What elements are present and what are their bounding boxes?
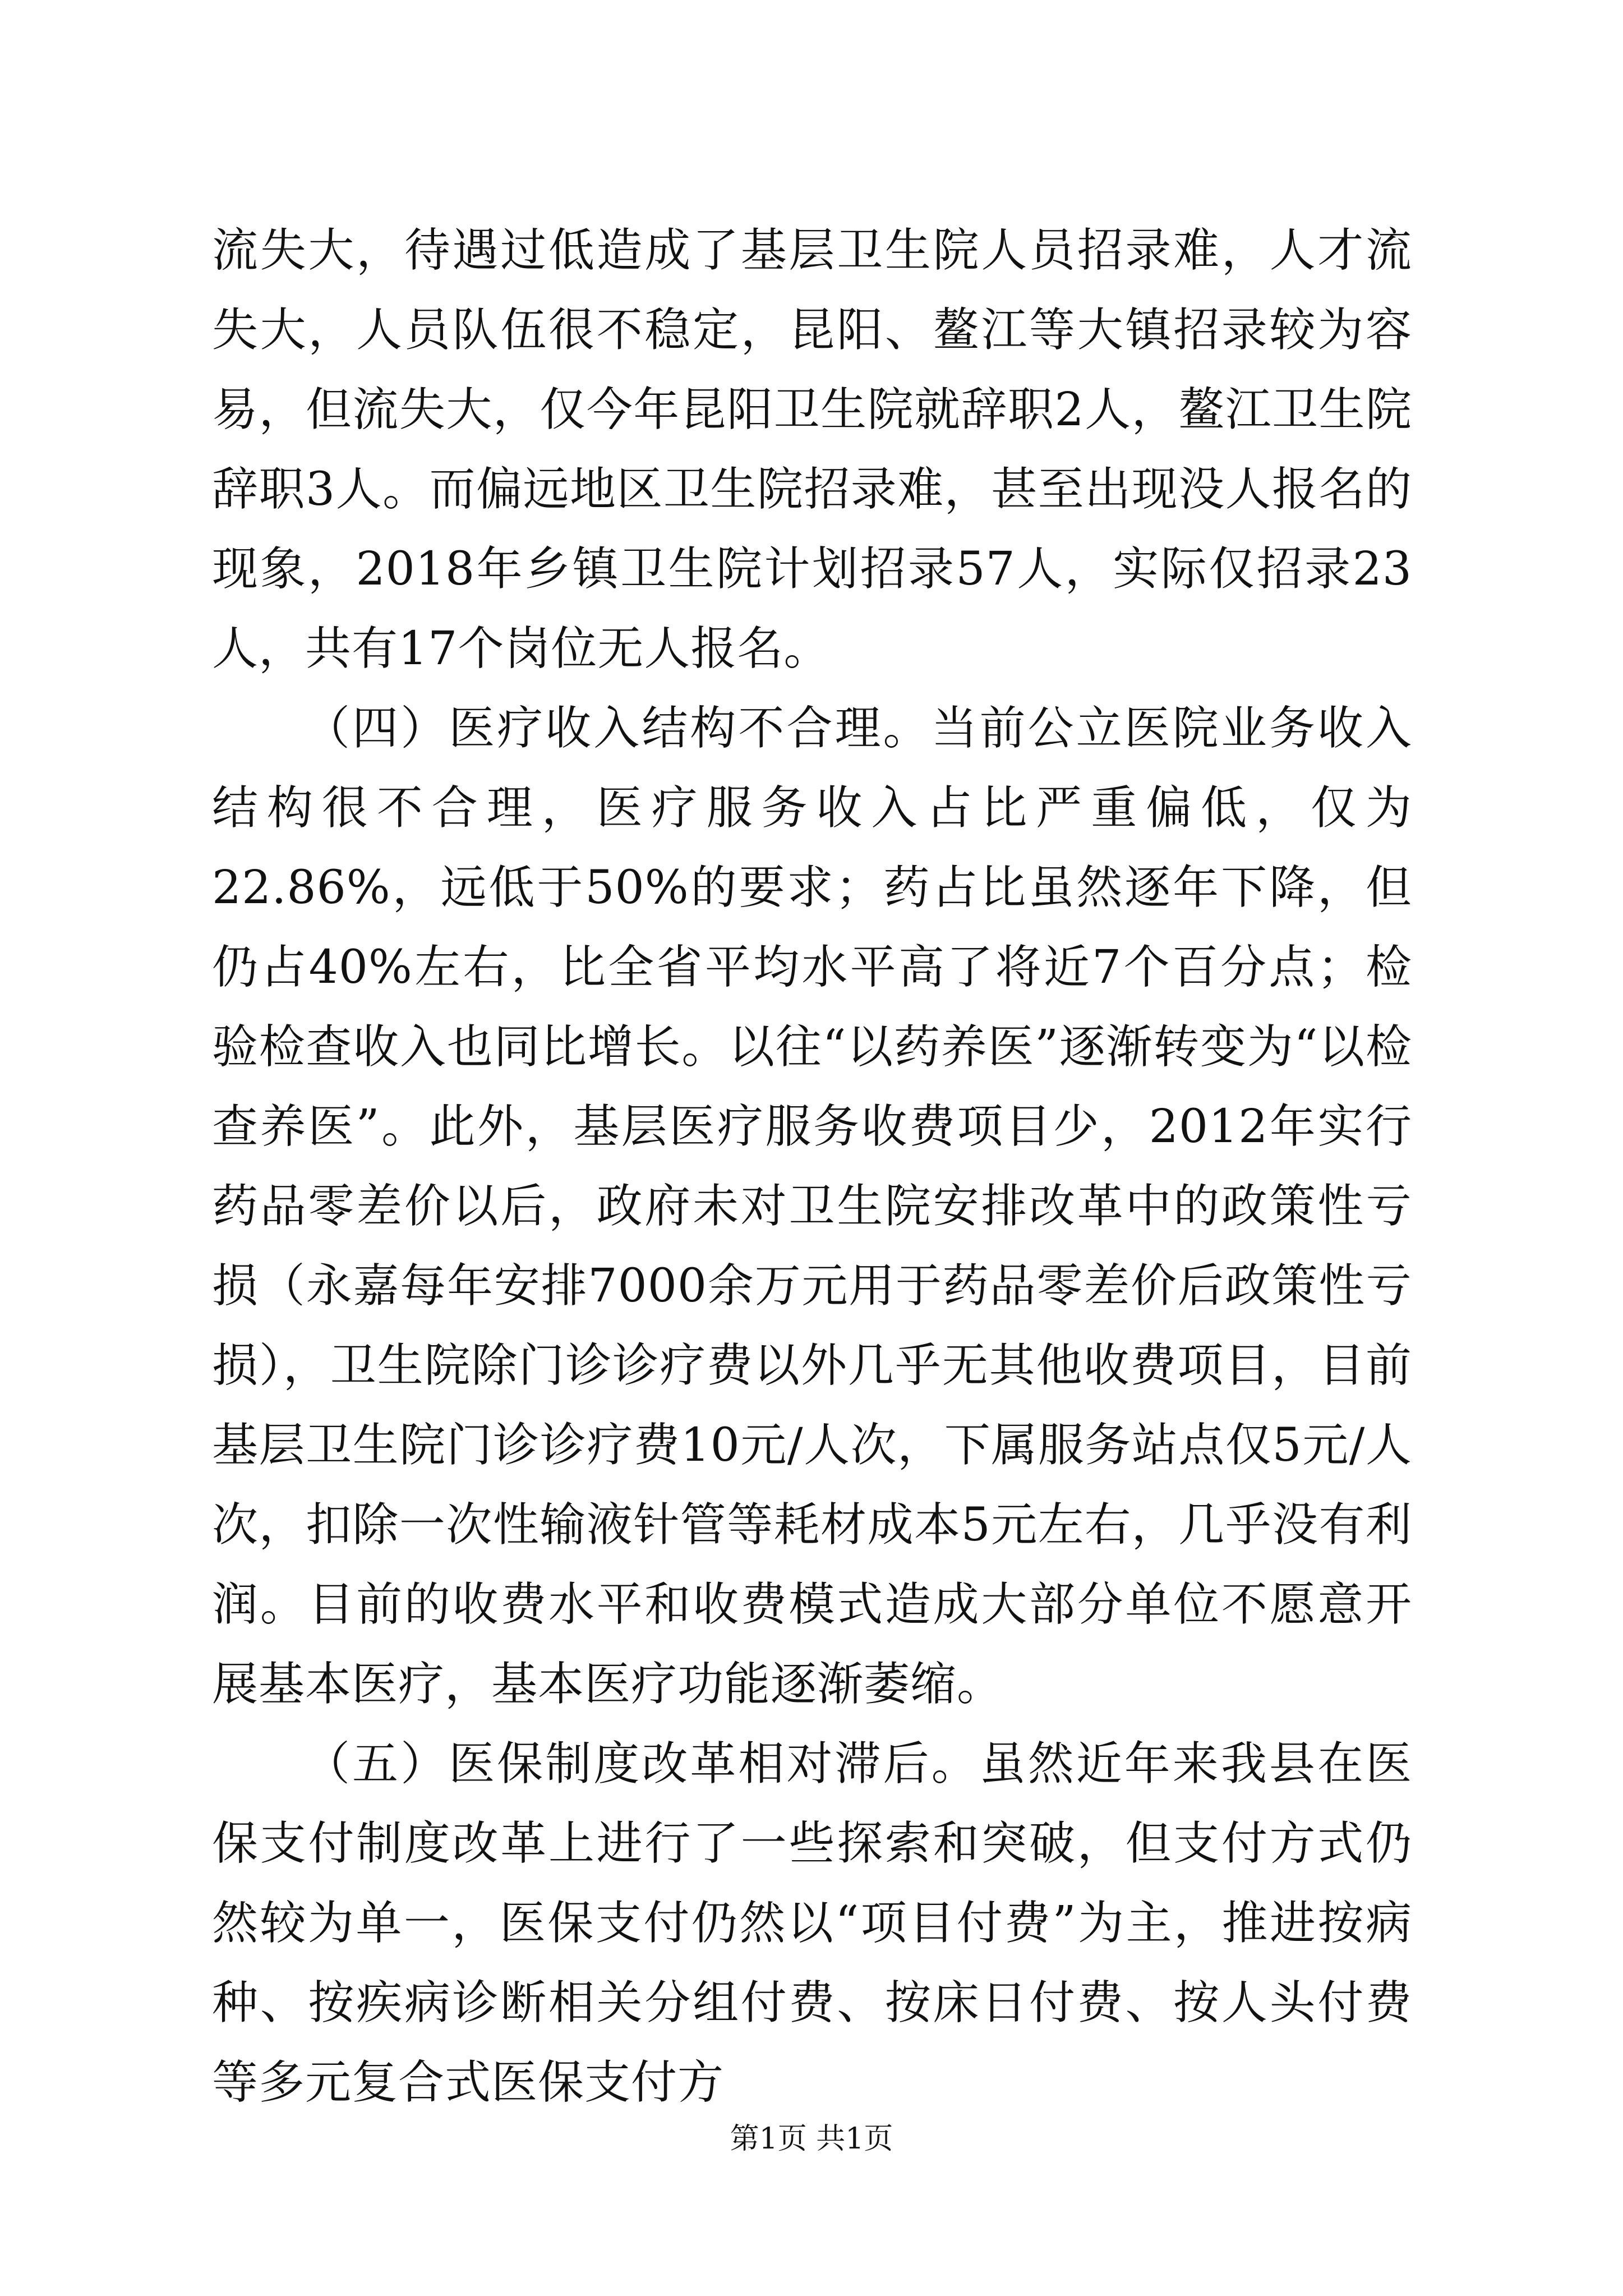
paragraph-2: （四）医疗收入结构不合理。当前公立医院业务收入结构很不合理，医疗服务收入占比严重偏低，仅为22.86%，远低于50%的要求；药占比虽然逐年下降，但仍占40%左右，比全省平均水平高了将近7个百分点；检验检查收入也同比增长。以往“以药养医”逐渐转变为“以检查养医”。此外，基层医疗服务收费项目少，2012年实行药品零差价以后，政府未对卫生院安排改革中的政策性亏损（永嘉每年安排7000余万元用于药品零差价后政策性亏损），卫生院除门诊诊疗费以外几乎无其他收费项目，目前基层卫生院门诊诊疗费10元/人次，下属服务站点仅5元/人次，扣除一次性输液针管等耗材成本5元左右，几乎没有利润。目前的收费水平和收费模式造成大部分单位不愿意开展基本医疗，基本医疗功能逐渐萎缩。 [212,702,1412,1711]
page-footer: 第1页 共1页 [730,2122,893,2156]
paragraph-1: 流失大，待遇过低造成了基层卫生院人员招录难，人才流失大，人员队伍很不稳定，昆阳、鳌江等大镇招录较为容易，但流失大，仅今年昆阳卫生院就辞职2人，鳌江卫生院辞职3人。而偏远地区卫生院招录难，甚至出现没人报名的现象，2018年乡镇卫生院计划招录57人，实际仅招录23人，共有17个岗位无人报名。 [212,224,1412,675]
paragraph-3: （五）医保制度改革相对滞后。虽然近年来我县在医保支付制度改革上进行了一些探索和突破，但支付方式仍然较为单一，医保支付仍然以“项目付费”为主，推进按病种、按疾病诊断相关分组付费、按床日付费、按人头付费等多元复合式医保支付方 [212,1737,1412,2109]
body-text [212,211,1412,2123]
